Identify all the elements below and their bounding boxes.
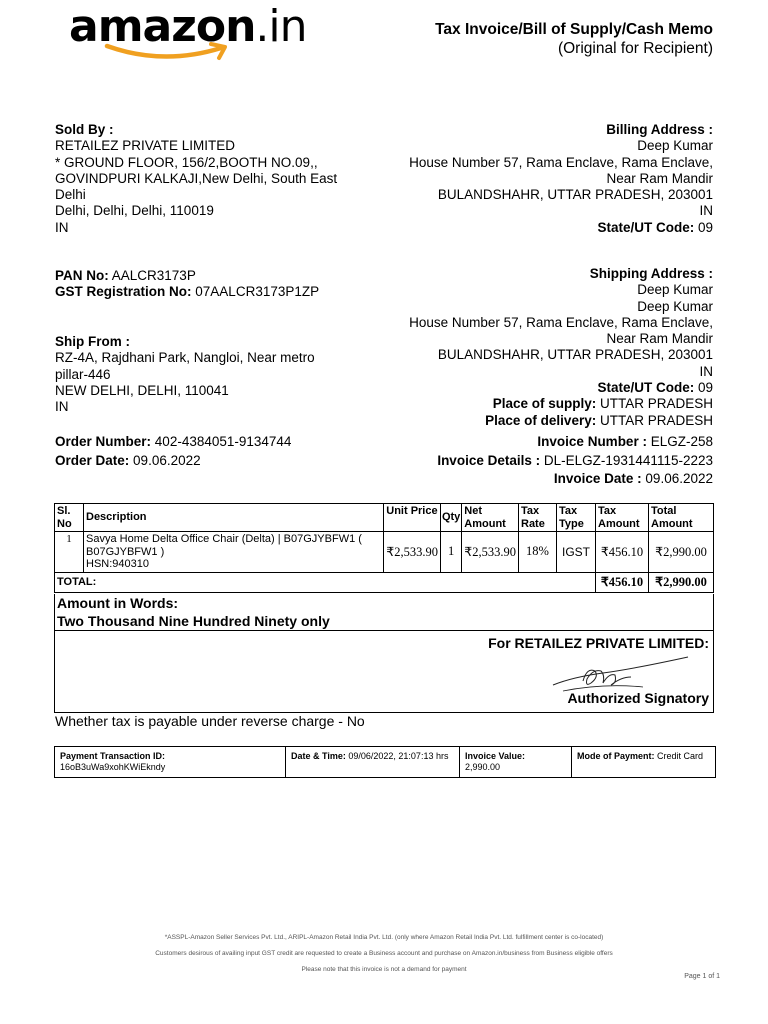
invoice-details-row <box>363 452 713 471</box>
shipping-state-label: State/UT Code: <box>597 380 695 396</box>
payment-datetime-value: 09/06/2022, 21:07:13 hrs <box>348 751 449 761</box>
shipping-name: Deep Kumar <box>637 298 713 314</box>
billing-line: IN <box>699 203 713 219</box>
shipping-state <box>363 380 713 396</box>
shipping-name: Deep Kumar <box>637 282 713 298</box>
row-sl: 1 <box>55 532 84 573</box>
invoice-details-label: Invoice Details : <box>437 452 541 468</box>
payment-value-label: Invoice Value: <box>465 751 526 761</box>
col-header-unit-price: Unit Price <box>384 504 441 532</box>
ship-from-line: IN <box>55 399 69 415</box>
pan-value: AALCR3173P <box>111 268 196 283</box>
row-tax-amount: ₹456.10 <box>596 532 649 573</box>
payment-info-table <box>54 746 716 778</box>
shipping-address-block <box>363 266 713 429</box>
invoice-details-value: DL-ELGZ-1931441115-2223 <box>543 452 713 468</box>
place-of-supply <box>363 396 713 412</box>
payment-value-cell <box>460 747 572 777</box>
pan-row <box>55 268 385 284</box>
seller-address-line: IN <box>55 219 69 235</box>
invoice-number-row <box>363 433 713 452</box>
pan-label: PAN No: <box>55 268 109 283</box>
amount-in-words-value: Two Thousand Nine Hundred Ninety only <box>57 613 330 629</box>
invoice-title: Tax Invoice/Bill of Supply/Cash Memo <box>435 21 713 38</box>
billing-state-code: 09 <box>697 219 713 235</box>
payment-txn-value: 16oB3uWa9xohKWiEkndy <box>60 762 166 772</box>
gst-row <box>55 284 385 300</box>
table-row <box>55 532 714 573</box>
shipping-line: BULANDSHAHR, UTTAR PRADESH, 203001 <box>437 347 713 363</box>
sold-by-block <box>55 122 375 236</box>
gst-value: 07AALCR3173P1ZP <box>195 284 320 300</box>
total-amount: ₹2,990.00 <box>649 572 714 592</box>
seller-name: RETAILEZ PRIVATE LIMITED <box>55 138 236 154</box>
shipping-line: IN <box>699 363 713 379</box>
col-header-total-amount: Total Amount <box>649 504 714 532</box>
invoice-number-label: Invoice Number : <box>537 434 647 449</box>
row-hsn: HSN:940310 <box>86 558 149 570</box>
signature-icon <box>543 653 693 693</box>
invoice-title-block <box>435 20 713 58</box>
order-number-value: 402-4384051-9134744 <box>154 434 292 449</box>
row-unit-price: ₹2,533.90 <box>384 532 441 573</box>
row-total: ₹2,990.00 <box>649 532 714 573</box>
payment-datetime-label: Date & Time: <box>291 751 346 761</box>
ship-from-label: Ship From : <box>55 334 130 349</box>
invoice-subtitle: (Original for Recipient) <box>557 40 713 57</box>
tax-ids-block <box>55 268 385 301</box>
payment-txn-label: Payment Transaction ID: <box>60 751 166 761</box>
row-net-amount: ₹2,533.90 <box>462 532 519 573</box>
signatory-for: For RETAILEZ PRIVATE LIMITED: <box>488 635 709 651</box>
billing-line: BULANDSHAHR, UTTAR PRADESH, 203001 <box>437 187 713 203</box>
invoice-date-value: 09.06.2022 <box>645 471 713 486</box>
smile-arrow-icon <box>103 40 233 62</box>
row-qty: 1 <box>440 532 461 573</box>
billing-line: Near Ram Mandir <box>606 170 713 186</box>
place-of-delivery-label: Place of delivery: <box>485 412 597 428</box>
place-of-supply-label: Place of supply: <box>492 396 597 412</box>
payment-mode-value: Credit Card <box>657 751 704 761</box>
total-label: TOTAL: <box>55 572 596 592</box>
amount-in-words-label: Amount in Words: <box>57 595 179 611</box>
shipping-address-label: Shipping Address : <box>589 266 713 281</box>
col-header-tax-rate: Tax Rate <box>519 504 557 532</box>
payment-mode-label: Mode of Payment: <box>577 751 655 761</box>
row-description-line: B07GJYBFW1 ) <box>86 545 165 558</box>
seller-address-line: Delhi <box>55 187 86 203</box>
ship-from-line: NEW DELHI, DELHI, 110041 <box>55 382 229 398</box>
order-number-label: Order Number: <box>55 434 152 449</box>
order-date-label: Order Date: <box>55 452 130 468</box>
row-description-line: Savya Home Delta Office Chair (Delta) | B07GJYBFW1 ( <box>86 533 362 545</box>
authorized-signatory: Authorized Signatory <box>567 690 709 706</box>
seller-address-line: GOVINDPURI KALKAJI,New Delhi, South East <box>55 170 338 186</box>
ship-from-line: RZ-4A, Rajdhani Park, Nangloi, Near metro <box>55 350 315 366</box>
billing-address-block <box>363 122 713 236</box>
billing-line: House Number 57, Rama Enclave, Rama Enclave, <box>409 154 713 170</box>
shipping-line: Near Ram Mandir <box>606 331 713 347</box>
place-of-supply-value: UTTAR PRADESH <box>599 396 713 412</box>
ship-from-block <box>55 334 355 415</box>
billing-address-label: Billing Address : <box>606 122 713 137</box>
order-number-row <box>55 433 385 452</box>
row-tax-rate: 18% <box>519 532 557 573</box>
place-of-delivery <box>363 413 713 429</box>
payment-value-amount: 2,990.00 <box>465 762 501 772</box>
footer-note: Please note that this invoice is not a demand for payment <box>301 966 467 973</box>
col-header-qty: Qty <box>440 504 461 532</box>
seller-address-line: * GROUND FLOOR, 156/2,BOOTH NO.09,, <box>55 154 318 170</box>
signatory-box <box>54 630 714 713</box>
sold-by-label: Sold By : <box>55 122 114 137</box>
order-date-value: 09.06.2022 <box>133 452 201 468</box>
invoice-date-row <box>363 470 713 489</box>
amazon-logo <box>55 0 310 70</box>
gst-label: GST Registration No: <box>55 284 192 300</box>
row-description <box>84 532 384 573</box>
shipping-state-code: 09 <box>697 380 713 396</box>
ship-from-line: pillar-446 <box>55 366 111 382</box>
place-of-delivery-value: UTTAR PRADESH <box>599 412 713 428</box>
order-info-block <box>55 433 385 470</box>
col-header-sl: Sl. No <box>55 504 84 532</box>
table-total-row <box>55 572 714 592</box>
footer-note: *ASSPL-Amazon Seller Services Pvt. Ltd., ARIPL-Amazon Retail India Pvt. Ltd. (only where Amazon Retail India Pvt. Ltd. fulfillment center is co-located) <box>164 934 604 941</box>
row-tax-type: IGST <box>557 532 596 573</box>
col-header-description: Description <box>84 504 384 532</box>
billing-name: Deep Kumar <box>637 138 713 154</box>
payment-datetime-cell <box>286 747 460 777</box>
col-header-net-amount: Net Amount <box>462 504 519 532</box>
logo-suffix-text: .in <box>255 1 307 52</box>
table-header-row <box>55 504 714 532</box>
seller-address-line: Delhi, Delhi, Delhi, 110019 <box>55 203 214 219</box>
invoice-number-value: ELGZ-258 <box>650 434 713 449</box>
footer-note: Customers desirous of availing input GST credit are requested to create a Business account and purchase on Amazon.in/business from Business eligible offers <box>155 950 613 957</box>
invoice-info-block <box>363 433 713 489</box>
logo-main-text: amazon <box>69 1 256 52</box>
items-table <box>54 503 714 593</box>
shipping-line: House Number 57, Rama Enclave, Rama Enclave, <box>409 314 713 330</box>
payment-txn-cell <box>55 747 286 777</box>
order-date-row <box>55 452 385 471</box>
billing-state <box>363 220 713 236</box>
total-tax: ₹456.10 <box>596 572 649 592</box>
page-number: Page 1 of 1 <box>684 973 720 980</box>
reverse-charge-note: Whether tax is payable under reverse charge - No <box>55 713 365 729</box>
amount-in-words-box <box>54 594 714 631</box>
invoice-date-label: Invoice Date : <box>553 471 642 486</box>
payment-mode-cell <box>572 747 713 777</box>
billing-state-label: State/UT Code: <box>597 219 695 235</box>
col-header-tax-amount: Tax Amount <box>596 504 649 532</box>
col-header-tax-type: Tax Type <box>557 504 596 532</box>
